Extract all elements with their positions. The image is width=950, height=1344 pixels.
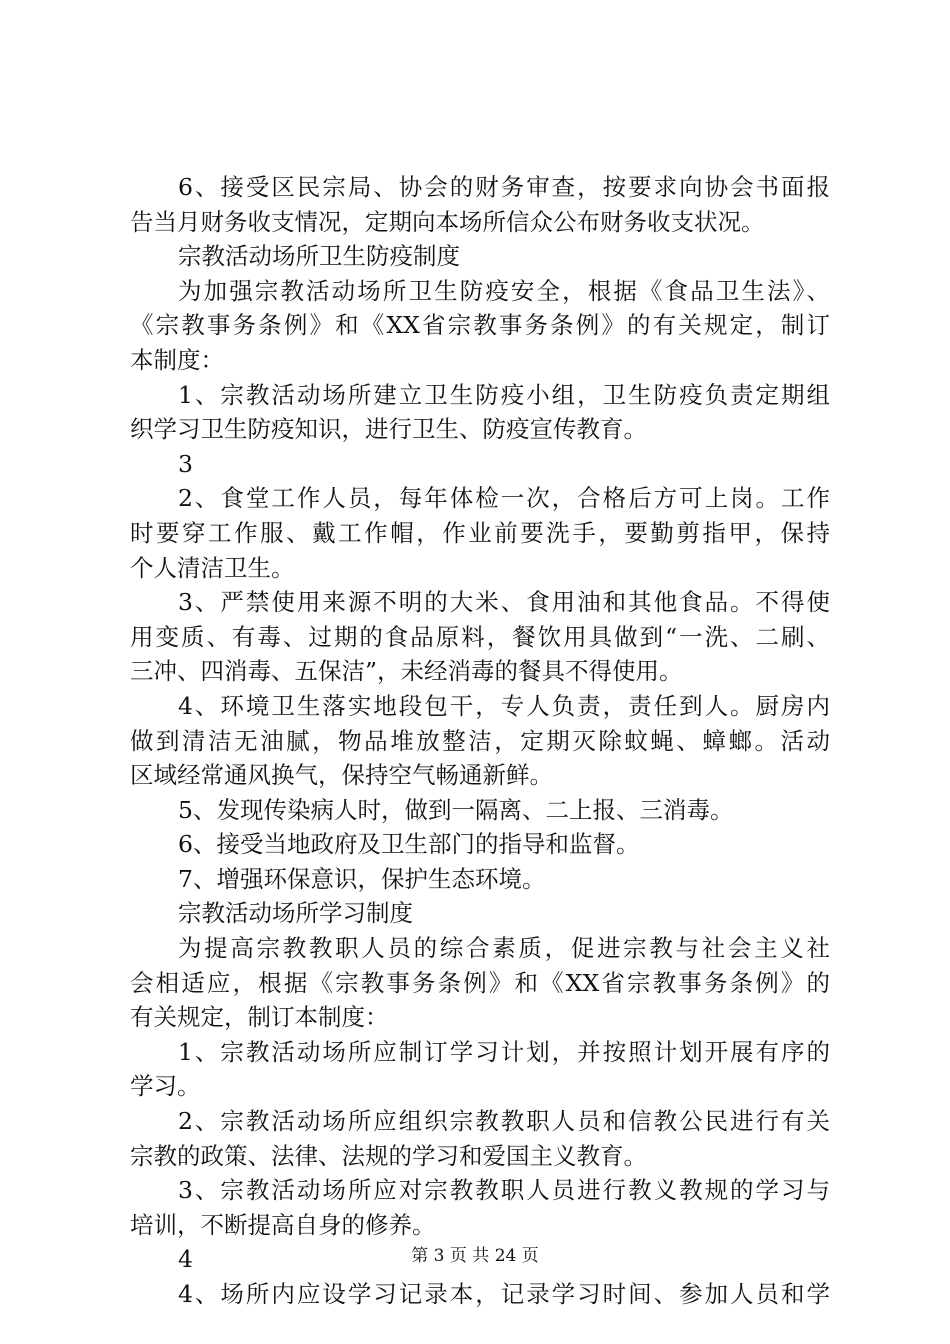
text-line: 宗教的政策、法律、法规的学习和爱国主义教育。 bbox=[130, 1141, 647, 1170]
text-line: 有关规定，制订本制度： bbox=[130, 1003, 389, 1032]
text-line: 7、增强环保意识，保护生态环境。 bbox=[178, 864, 546, 893]
text-line: 3、宗教活动场所应对宗教教职人员进行教义教规的学习与 bbox=[178, 1176, 830, 1205]
text-line: 培训，不断提高自身的修养。 bbox=[130, 1210, 436, 1239]
text-line: 1、宗教活动场所应制订学习计划，并按照计划开展有序的 bbox=[178, 1037, 830, 1066]
text-line: 学习。 bbox=[130, 1072, 201, 1101]
text-line: 4、场所内应设学习记录本，记录学习时间、参加人员和学 bbox=[178, 1280, 830, 1308]
text-line: 本制度： bbox=[130, 345, 224, 374]
text-line: 6、接受区民宗局、协会的财务审查，按要求向协会书面报 bbox=[178, 173, 830, 201]
text-line: 区域经常通风换气，保持空气畅通新鲜。 bbox=[130, 761, 553, 790]
text-line: 《宗教事务条例》和《XX省宗教事务条例》的有关规定，制订 bbox=[130, 311, 830, 340]
text-line: 3 bbox=[178, 449, 193, 478]
text-line: 时要穿工作服、戴工作帽，作业前要洗手，要勤剪指甲，保持 bbox=[130, 518, 830, 547]
text-line: 用变质、有毒、过期的食品原料，餐饮用具做到“一洗、二刷、 bbox=[130, 622, 830, 651]
text-line: 1、宗教活动场所建立卫生防疫小组，卫生防疫负责定期组 bbox=[178, 380, 830, 409]
text-line: 告当月财务收支情况，定期向本场所信众公布财务收支状况。 bbox=[130, 207, 765, 236]
text-line: 三冲、四消毒、五保洁”，未经消毒的餐具不得使用。 bbox=[130, 657, 683, 686]
text-line: 2、食堂工作人员，每年体检一次，合格后方可上岗。工作 bbox=[178, 484, 830, 513]
text-line: 宗教活动场所学习制度 bbox=[178, 899, 413, 928]
text-line: 5、发现传染病人时，做到一隔离、二上报、三消毒。 bbox=[178, 795, 734, 824]
text-line: 织学习卫生防疫知识，进行卫生、防疫宣传教育。 bbox=[130, 415, 647, 444]
text-line: 个人清洁卫生。 bbox=[130, 553, 295, 582]
text-line: 会相适应，根据《宗教事务条例》和《XX省宗教事务条例》的 bbox=[130, 968, 830, 997]
text-line: 3、严禁使用来源不明的大米、食用油和其他食品。不得使 bbox=[178, 588, 830, 617]
text-line: 6、接受当地政府及卫生部门的指导和监督。 bbox=[178, 830, 640, 859]
text-line: 4、环境卫生落实地段包干，专人负责，责任到人。厨房内 bbox=[178, 691, 830, 720]
page-footer: 第 3 页 共 24 页 bbox=[411, 1246, 539, 1266]
text-line: 做到清洁无油腻，物品堆放整洁，定期灭除蚊蝇、蟑螂。活动 bbox=[130, 726, 830, 755]
text-line: 4 bbox=[178, 1245, 193, 1274]
text-line: 为提高宗教教职人员的综合素质，促进宗教与社会主义社 bbox=[178, 934, 830, 963]
text-line: 为加强宗教活动场所卫生防疫安全，根据《食品卫生法》、 bbox=[178, 276, 830, 305]
text-line: 宗教活动场所卫生防疫制度 bbox=[178, 242, 460, 271]
text-line: 2、宗教活动场所应组织宗教教职人员和信教公民进行有关 bbox=[178, 1107, 830, 1136]
document-body bbox=[130, 170, 830, 1312]
